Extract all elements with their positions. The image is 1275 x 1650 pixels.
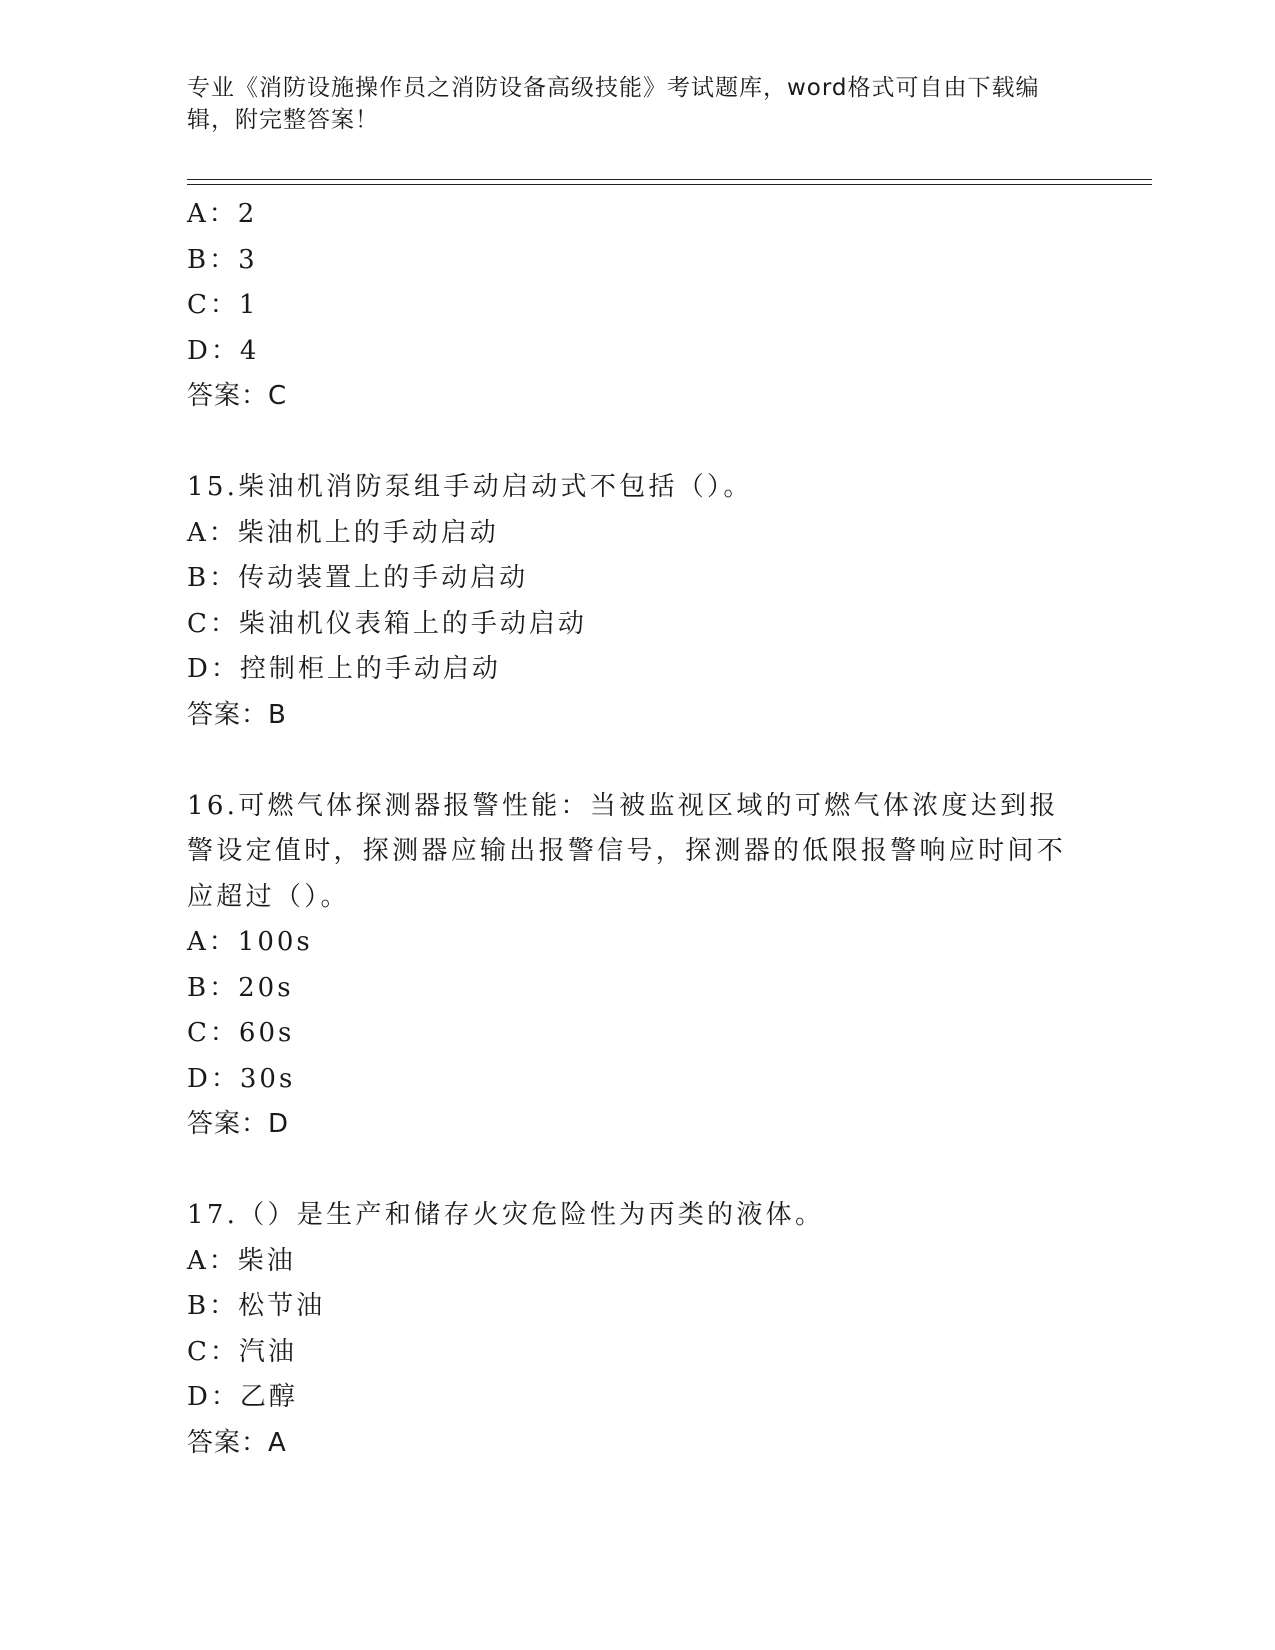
option-d: D：乙醇 (187, 1382, 298, 1412)
answer-line: 答案：D (187, 1109, 290, 1139)
spacer (187, 420, 1087, 466)
answer-line: 答案：C (187, 381, 288, 411)
option-a: A：柴油机上的手动启动 (187, 517, 499, 548)
answer-line: 答案：B (187, 699, 287, 730)
option-d: D：控制柜上的手动启动 (187, 654, 501, 684)
option-a: A：100s (187, 927, 313, 957)
question-stem: 16.可燃气体探测器报警性能：当被监视区域的可燃气体浓度达到报警设定值时，探测器应输出报警信号，探测器的低限报警响应时间不应超过（）。 (187, 790, 1067, 912)
option-c: C：柴油机仪表箱上的手动启动 (187, 608, 587, 639)
option-d: D：4 (187, 335, 260, 366)
option-c: C：汽油 (187, 1336, 297, 1367)
header-rule-top (187, 179, 1152, 180)
option-b: B：松节油 (187, 1291, 326, 1321)
option-a: A：2 (187, 199, 258, 229)
question-block-14 (187, 192, 1087, 420)
spacer (187, 738, 1087, 784)
option-c: C：60s (187, 1018, 295, 1048)
option-c: C：1 (187, 290, 259, 320)
spacer (187, 1148, 1087, 1194)
option-d: D：30s (187, 1063, 296, 1094)
option-a: A：柴油 (187, 1245, 296, 1276)
question-list (187, 192, 1087, 1466)
option-b: B：20s (187, 972, 294, 1003)
question-block-15 (187, 465, 1087, 738)
option-b: B：3 (187, 244, 258, 275)
question-block-16 (187, 784, 1087, 1148)
question-stem: 17.（）是生产和储存火灾危险性为丙类的液体。 (187, 1200, 825, 1230)
answer-line: 答案：A (187, 1427, 287, 1458)
question-stem: 15.柴油机消防泵组手动启动式不包括（）。 (187, 472, 753, 502)
option-b: B：传动装置上的手动启动 (187, 563, 529, 593)
header-rule-bottom (187, 184, 1152, 185)
question-block-17 (187, 1193, 1087, 1466)
page-header: 专业《消防设施操作员之消防设备高级技能》考试题库，word格式可自由下载编辑，附完整答案！ (187, 75, 1040, 133)
